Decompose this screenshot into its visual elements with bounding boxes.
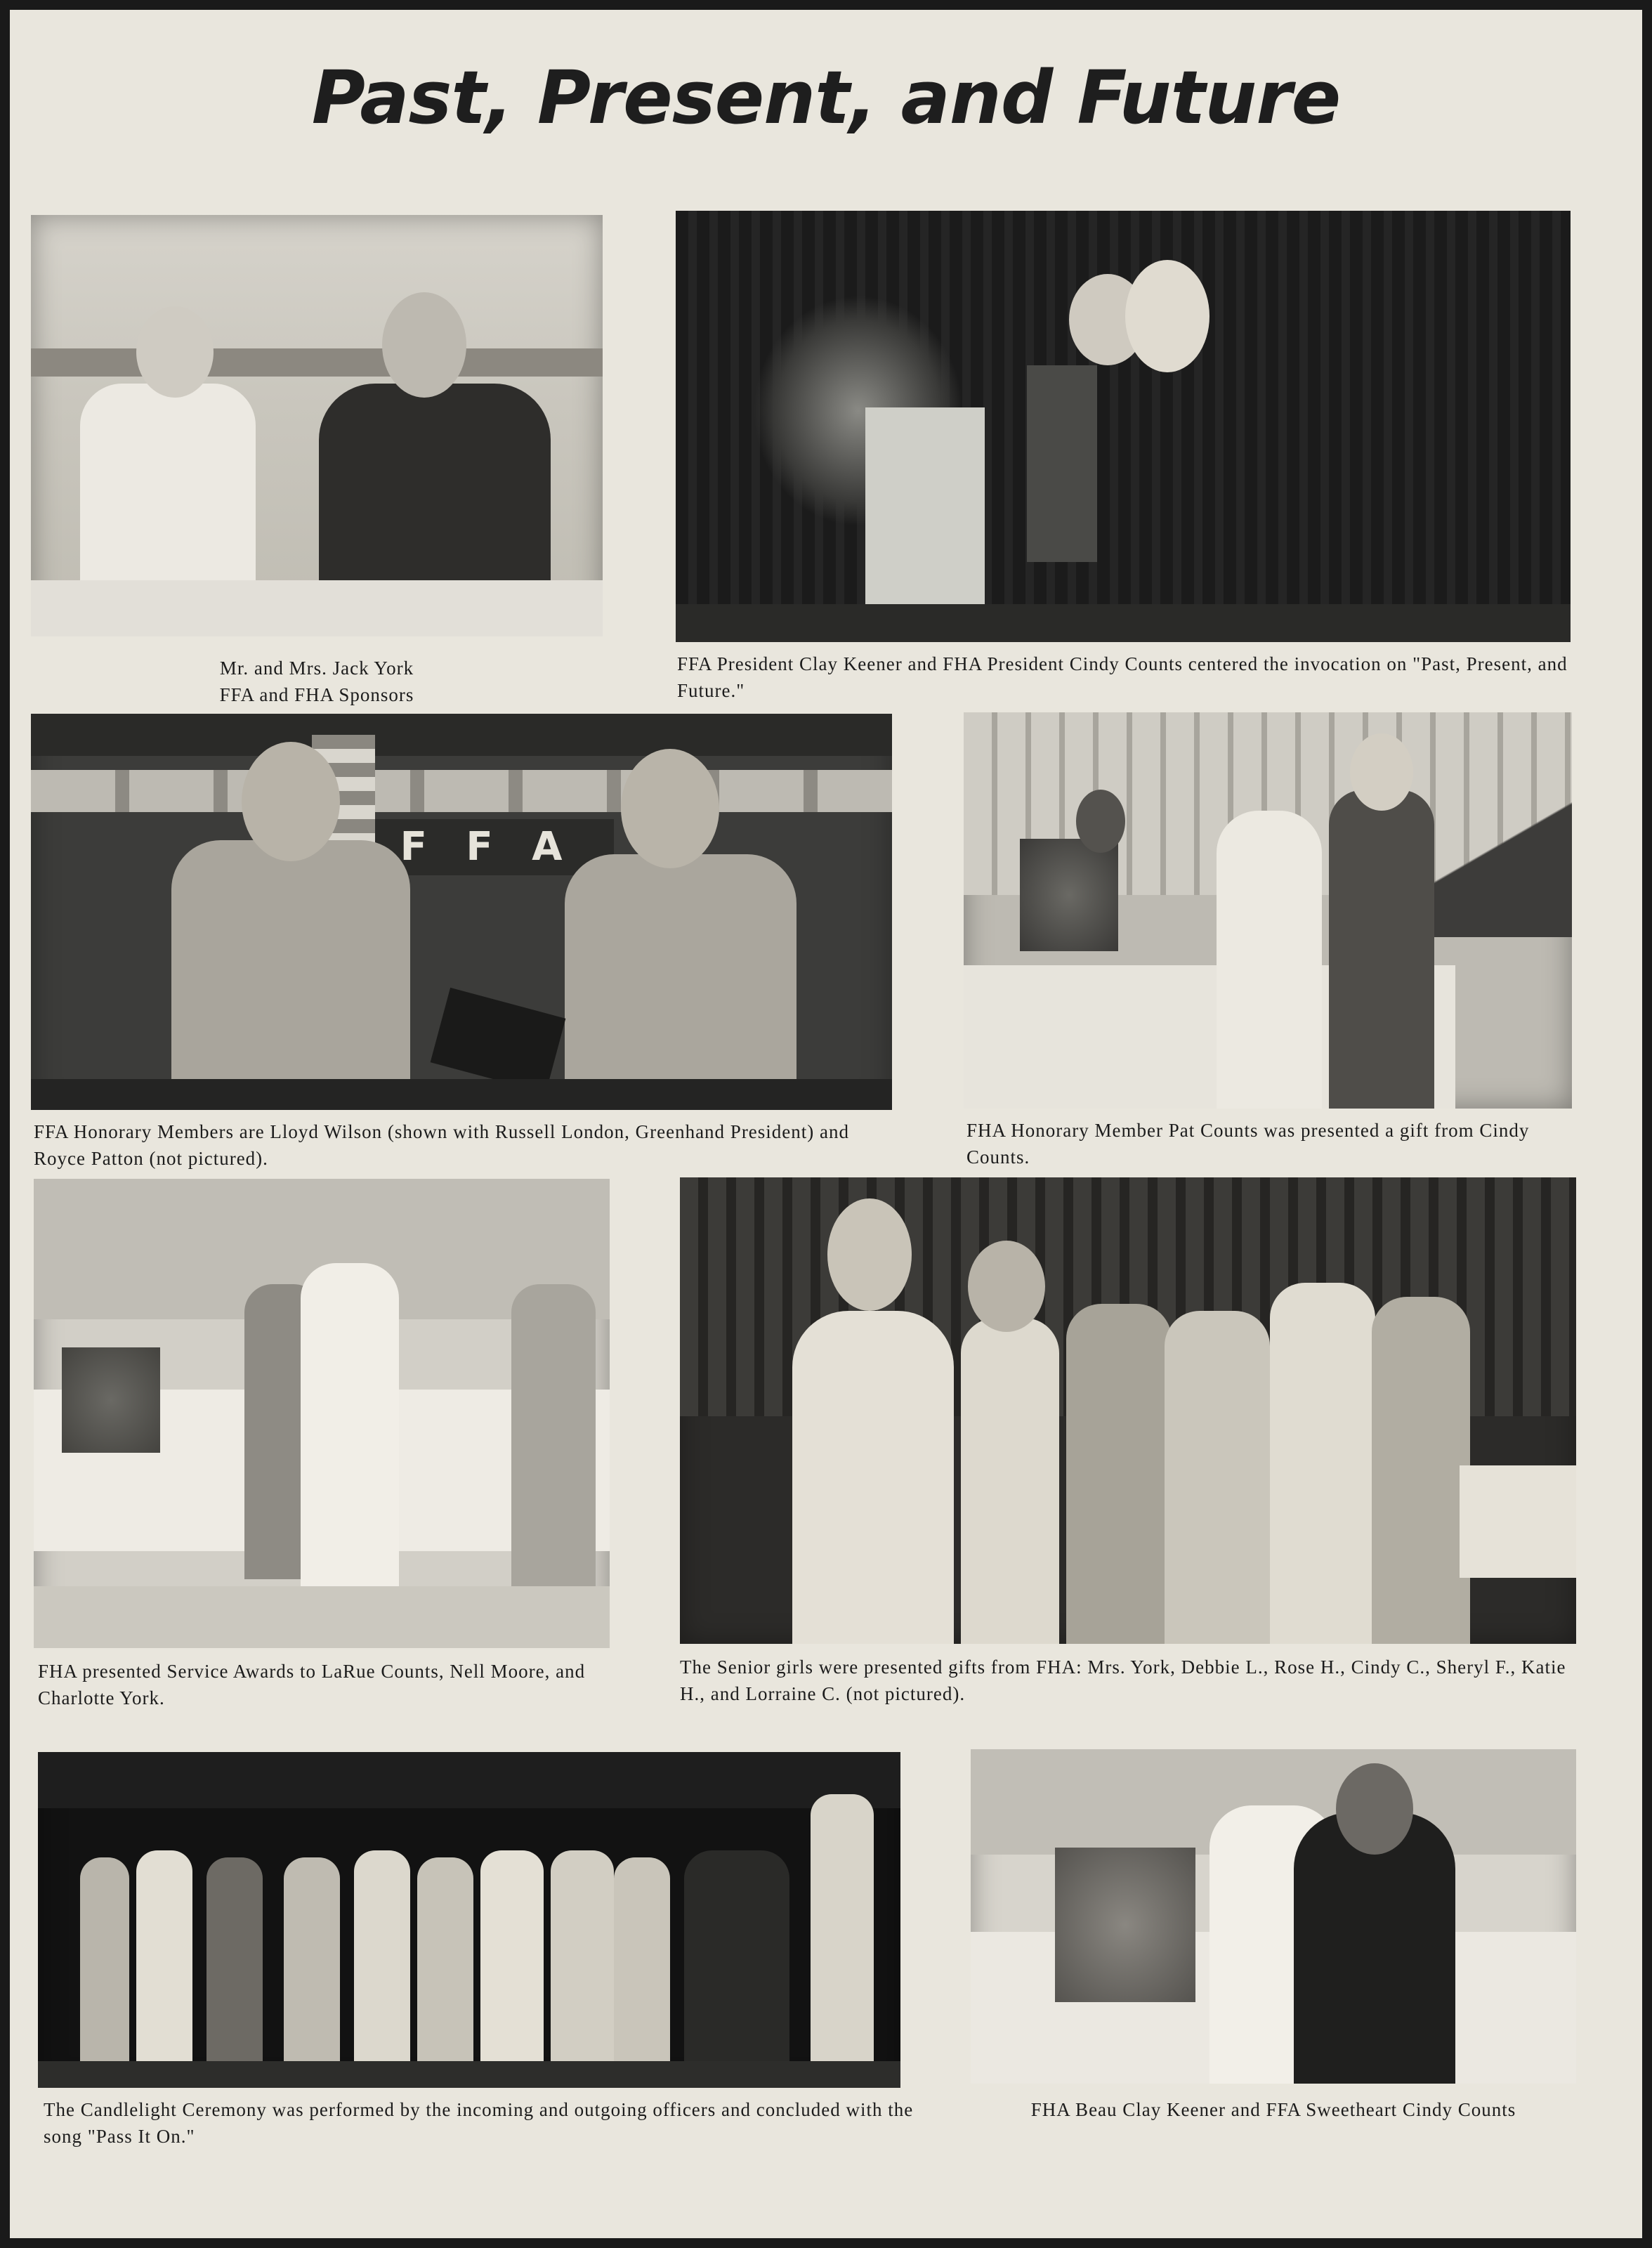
caption-beau-sweetheart: FHA Beau Clay Keener and FFA Sweetheart Cindy Counts	[1030, 2099, 1516, 2120]
caption-service-awards: FHA presented Service Awards to LaRue Counts, Nell Moore, and Charlotte York.	[38, 1661, 586, 1708]
caption-york-sponsors	[31, 655, 603, 708]
caption-york-line1: Mr. and Mrs. Jack York	[219, 658, 414, 679]
photo-service-awards	[34, 1179, 610, 1648]
photo-ffa-honorary	[31, 714, 892, 1110]
caption-candlelight: The Candlelight Ceremony was performed by the incoming and outgoing officers and concluded with the song "Pass It On."	[44, 2099, 914, 2147]
photo-fha-honorary	[964, 712, 1572, 1109]
caption-fha-honorary: FHA Honorary Member Pat Counts was presented a gift from Cindy Counts.	[966, 1120, 1530, 1168]
photo-candlelight	[38, 1752, 900, 2088]
photo-invocation	[676, 211, 1571, 642]
caption-york-line2: FFA and FHA Sponsors	[219, 684, 414, 705]
photo-senior-girls	[680, 1177, 1576, 1644]
photo-york-sponsors	[31, 215, 603, 636]
caption-senior-girls: The Senior girls were presented gifts from FHA: Mrs. York, Debbie L., Rose H., Cindy C., Sheryl F., Katie H., and Lorraine C. (not pictured).	[680, 1656, 1566, 1704]
caption-invocation: FFA President Clay Keener and FHA President Cindy Counts centered the invocation on "Past, Present, and Future."	[677, 653, 1568, 701]
photo-beau-sweetheart	[971, 1749, 1576, 2084]
page-title: Past, Present, and Future	[311, 55, 1341, 140]
caption-ffa-honorary: FFA Honorary Members are Lloyd Wilson (shown with Russell London, Greenhand President) and Royce Patton (not pictured).	[34, 1121, 850, 1169]
ffa-banner: F F A	[361, 819, 614, 875]
